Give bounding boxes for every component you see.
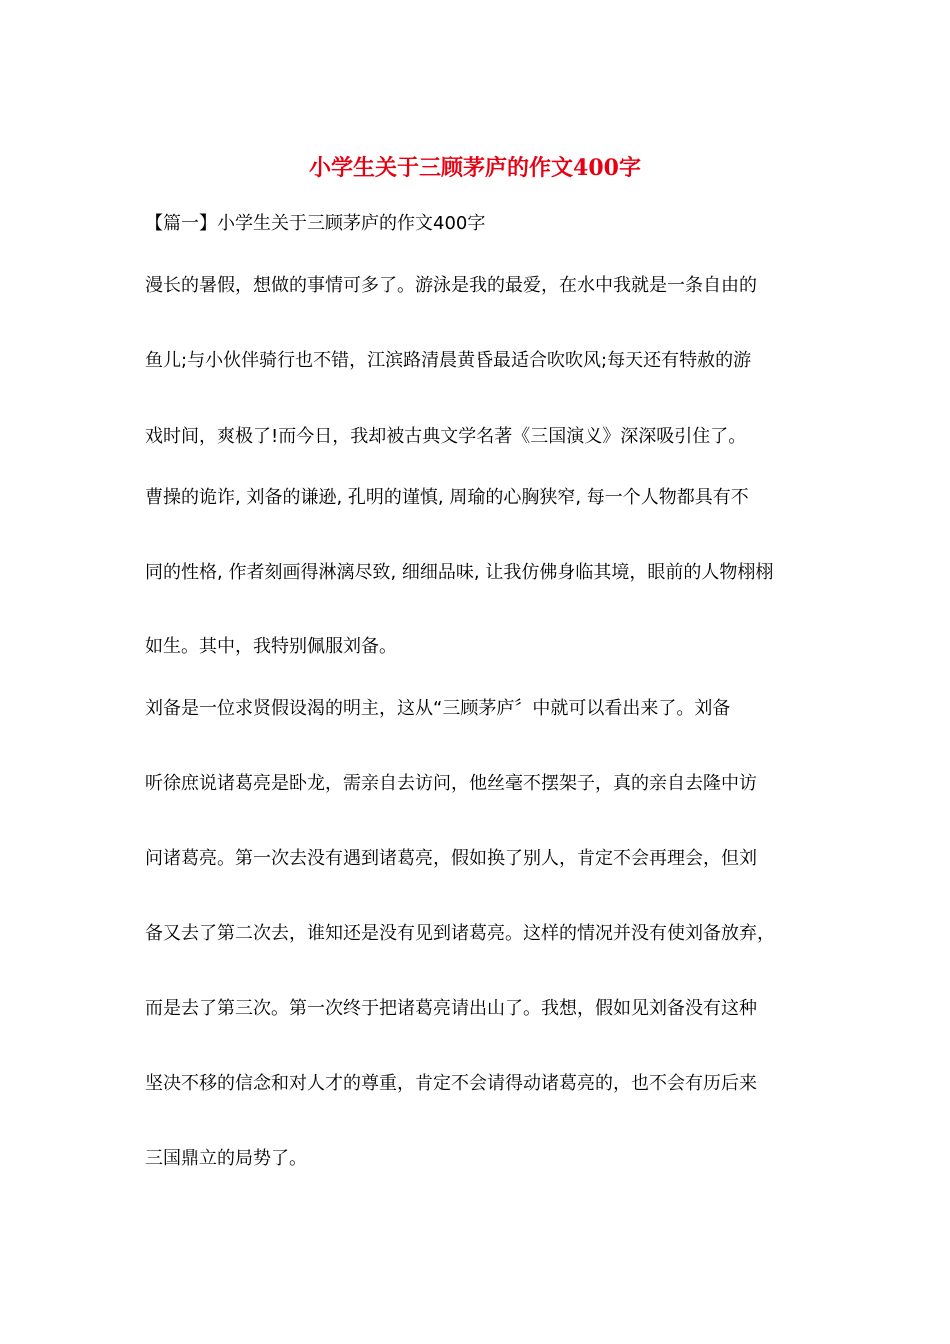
body-line: 漫长的暑假，想做的事情可多了。游泳是我的最爱，在水中我就是一条自由的 — [145, 275, 757, 296]
body-line: 问诸葛亮。第一次去没有遇到诸葛亮，假如换了别人，肯定不会再理会，但刘 — [145, 848, 757, 869]
document-title: 小学生关于三顾茅庐的作文400字 — [309, 155, 641, 181]
body-line: 鱼儿;与小伙伴骑行也不错，江滨路清晨黄昏最适合吹吹风;每天还有特赦的游 — [145, 350, 752, 371]
body-line: 备又去了第二次去，谁知还是没有见到诸葛亮。这样的情况并没有使刘备放弃， — [145, 923, 775, 944]
body-line: 听徐庶说诸葛亮是卧龙，需亲自去访问，他丝毫不摆架子，真的亲自去隆中访 — [145, 773, 757, 794]
body-line: 曹操的诡诈, 刘备的谦逊, 孔明的谨慎, 周瑜的心胸狭窄, 每一个人物都具有不 — [145, 487, 749, 508]
body-line: 而是去了第三次。第一次终于把诸葛亮请出山了。我想，假如见刘备没有这种 — [145, 998, 757, 1019]
body-line: 坚决不移的信念和对人才的尊重，肯定不会请得动诸葛亮的，也不会有历后来 — [145, 1073, 757, 1094]
body-line: 戏时间，爽极了!而今日，我却被古典文学名著《三国演义》深深吸引住了。 — [145, 426, 747, 447]
body-line: 刘备是一位求贤假设渴的明主，这从“三顾茅庐〞中就可以看出来了。刘备 — [145, 698, 731, 719]
body-line: 如生。其中，我特别佩服刘备。 — [145, 636, 397, 657]
section-heading: 【篇一】小学生关于三顾茅庐的作文400字 — [145, 213, 486, 234]
body-line: 三国鼎立的局势了。 — [145, 1148, 307, 1169]
body-line: 同的性格, 作者刻画得淋漓尽致, 细细品味, 让我仿佛身临其境，眼前的人物栩栩 — [145, 562, 774, 583]
